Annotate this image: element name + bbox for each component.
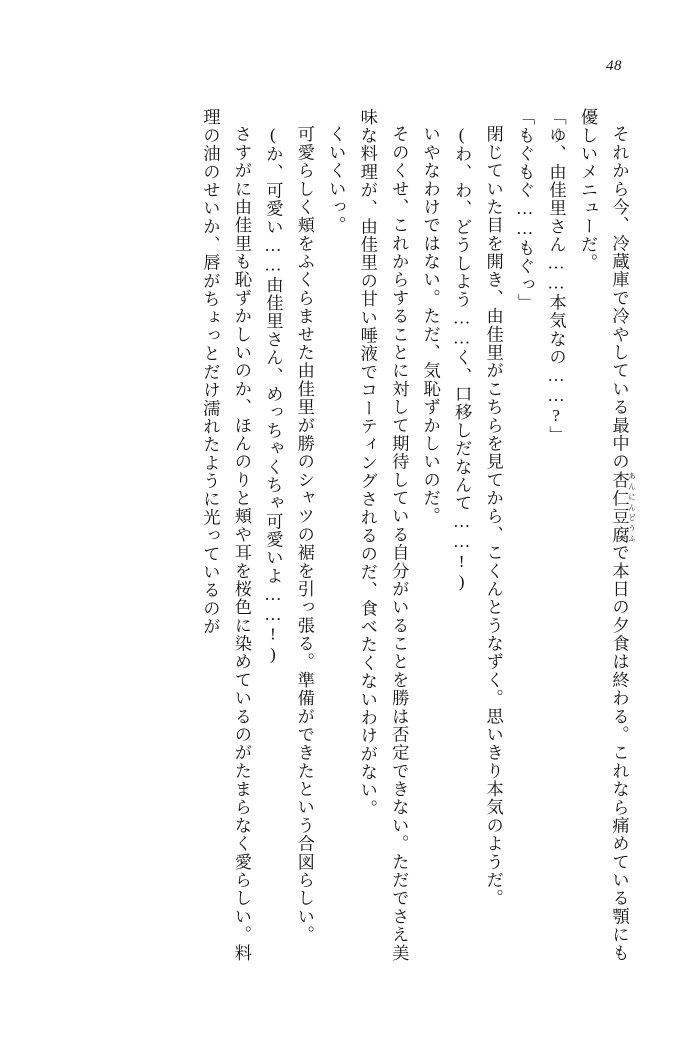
paragraph: (か、可愛い……由佳里さん、めっちゃくちゃ可愛いよ……!) <box>263 125 283 665</box>
paragraph: そのくせ、これからすることに対して期待している自分がいることを勝は否定できない。ただでさえ美味な料理が、由佳里の甘い唾液でコーティングされるのだ、食べたくないわけがない。 <box>357 108 409 963</box>
paragraph: 「ゆ、由佳里さん……本気なの……?」 <box>546 108 566 444</box>
paragraph: いやなわけではない。ただ、気恥ずかしいのだ。 <box>420 125 440 526</box>
paragraph: 「もぐもぐ……もぐっ」 <box>515 108 535 312</box>
paragraph: それから今、冷蔵庫で冷やしている最中の杏仁豆腐 あんにんどうふで本日の夕食は終わる。これなら痛めている顎にも優しいメニューだ。 <box>578 108 637 963</box>
paragraph: (わ、わ、どうしよう……く、口移しだなんて……!) <box>452 125 472 593</box>
paragraph: 可愛らしく頬をふくらませた由佳里が勝のシャツの裾を引っ張る。準備ができたという合図らしい。 <box>294 125 314 944</box>
page-number: 48 <box>606 58 622 74</box>
ruby-annotation: 杏仁豆腐 あんにんどうふ <box>609 470 637 544</box>
paragraph: さすがに由佳里も恥ずかしいのか、ほんのりと頬や耳を桜色に染めているのがたまらなく愛らしい。料理の油のせいか、唇がちょっとだけ濡れたように光っているのが <box>200 108 251 963</box>
paragraph: くいくいっ。 <box>326 125 346 235</box>
vertical-text-body <box>64 108 636 978</box>
paragraph: 閉じていた目を開き、由佳里がこちらを見てから、こくんとうなずく。思いきり本気のようだ。 <box>483 125 503 908</box>
